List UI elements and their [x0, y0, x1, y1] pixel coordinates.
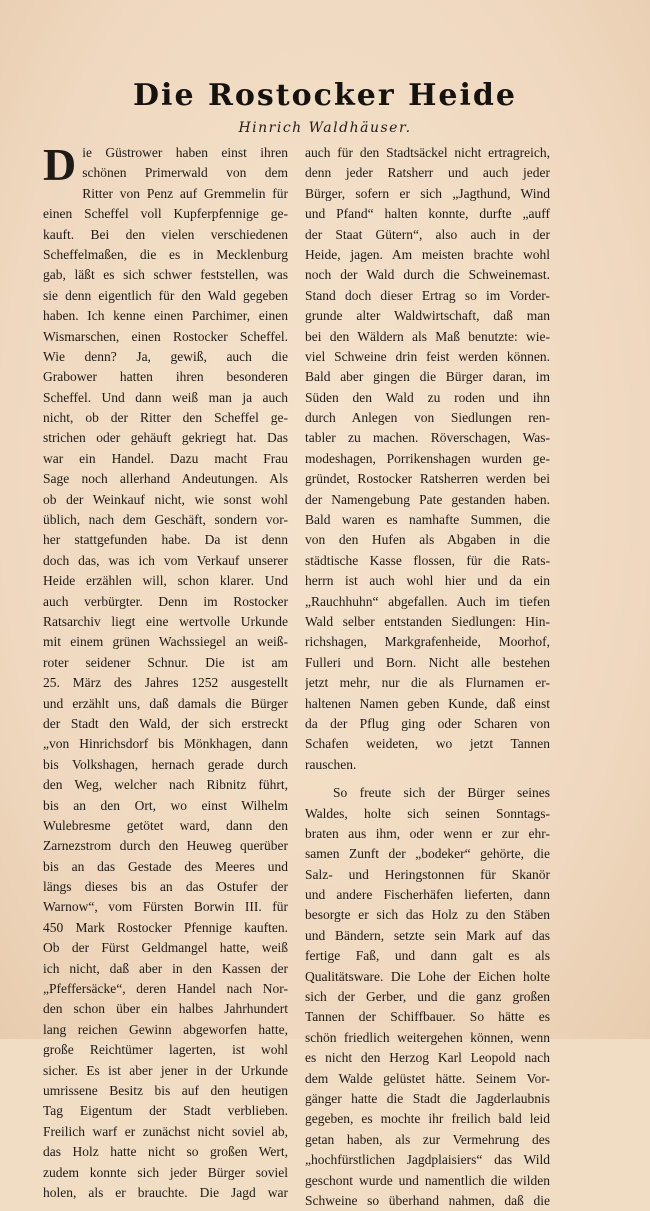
text-line: gänger hatte die Stadt die Jagderlaubnis [305, 1090, 550, 1106]
text-line: durch Anlegen von Siedlungen ren- [305, 410, 550, 426]
text-line: besorgte er sich das Holz zu den Stäben [305, 907, 550, 923]
text-line: Wie denn? Ja, gewiß, auch die [43, 348, 288, 364]
text-line: herrn ist auch wohl hier und da ein [305, 573, 550, 589]
text-line: bis Volkshagen, hernach gerade durch [43, 756, 288, 772]
text-line: Schafen weideten, wo jetzt Tannen [305, 736, 550, 752]
text-line: „Pfeffersäcke“, deren Handel nach Nor- [43, 981, 288, 997]
text-line: große Reichtümer lagerten, ist wohl [43, 1042, 288, 1058]
text-line: 25. März des Jahres 1252 ausgestellt [43, 675, 288, 691]
text-line: Wald selber entstanden Siedlungen: Hin- [305, 613, 550, 629]
text-line: städtische Kasse flossen, für die Rats- [305, 552, 550, 568]
text-line: holen, als er brauchte. Die Jagd war [43, 1184, 288, 1200]
text-line: umrissene Besitz bis auf den heutigen [43, 1082, 288, 1098]
text-line: sie denn eigentlich für den Wald gegeben [43, 287, 288, 303]
text-line: Warnow“, vom Fürsten Borwin III. für [43, 899, 288, 915]
text-line: auch für den Stadtsäckel nicht ertragreich, [305, 145, 550, 160]
paragraph-2 [305, 783, 550, 1211]
text-line: schönen Primerwald von dem [82, 165, 288, 181]
text-line: noch der Wald durch die Schweinemast. [305, 267, 550, 283]
text-line: der Staat Gütern“, also auch in der [305, 226, 550, 242]
text-line: das Holz hatte nicht so großen Wert, [43, 1144, 288, 1160]
text-line: war ein Handel. Dazu macht Frau [43, 450, 288, 466]
paragraph-1 [305, 143, 550, 775]
text-line: Ritter von Penz auf Gremmelin für [82, 185, 288, 201]
drop-cap: D [43, 139, 77, 190]
text-line: gab, läßt es sich schwer feststellen, was [43, 267, 288, 283]
text-line: her stattgefunden habe. Da ist denn [43, 532, 288, 548]
text-line: braten aus ihm, oder wenn er zur ehr- [305, 825, 550, 841]
text-line: Waldes, holte sich seinen Sonntags- [305, 805, 550, 821]
text-line: üblich, nach dem Geschäft, sondern vor- [43, 512, 288, 528]
text-line: ich nicht, daß aber in den Kassen der [43, 960, 288, 976]
text-line: da der Pflug ging oder Scharen von [305, 715, 550, 731]
text-line: und Pfand“ halten konnte, durfte „auff [305, 206, 550, 222]
text-line: modeshagen, Porrikenshagen wurden ge- [305, 450, 550, 466]
text-line: Grabower hatten ihren besonderen [43, 369, 288, 385]
text-line: denn jeder Ratsherr und auch jeder [305, 165, 550, 181]
text-line: geschont wurde und namentlich die wilden [305, 1172, 550, 1188]
text-line: Tannen der Schiffbauer. So hätte es [305, 1009, 550, 1025]
text-line: ie Güstrower haben einst ihren [82, 145, 288, 160]
text-line: richshagen, Markgrafenheide, Moorhof, [305, 634, 550, 650]
text-line: „hochfürstlichen Jagdplaisiers“ das Wild [305, 1152, 550, 1168]
text-line: ob der Weinkauf nicht, wie sonst wohl [43, 491, 288, 507]
text-line: Scheffel. Und dann weiß man ja auch [43, 389, 288, 405]
text-line: Süden den Wald zu roden und ihn [305, 389, 550, 405]
text-line: So freute sich der Bürger seines [333, 785, 550, 801]
text-line: roter seidener Schnur. Die ist am [43, 654, 288, 670]
text-line: fertige Faß, und dann galt es als [305, 948, 550, 964]
text-line: Stand doch dieser Ertrag so im Vorder- [305, 287, 550, 303]
text-line: der Stadt den Wald, der sich erstreckt [43, 715, 288, 731]
text-line: jetzt mehr, nur die als Flurnamen er- [305, 675, 550, 691]
text-line: gegeben, es mochte ihr freilich bald leid [305, 1111, 550, 1127]
text-line: einen Scheffel voll Kupferpfennige ge- [43, 206, 288, 222]
text-line: von den Hufen als Abgaben in die [305, 532, 550, 548]
text-line: „von Hinrichsdorf bis Mönkhagen, dann [43, 736, 288, 752]
text-line: bei den Wäldern als Maß benutzte: wie- [305, 328, 550, 344]
text-line: Sage noch allerhand Andeutungen. Als [43, 471, 288, 487]
text-line: dem Walde gelüstet hätte. Seinem Vor- [305, 1070, 550, 1086]
left-column-body [43, 184, 288, 1204]
text-line: kauft. Bei den vielen verschiedenen [43, 226, 288, 242]
text-line: Fulleri und Born. Nicht alle bestehen [305, 654, 550, 670]
text-line: den schon über ein halbes Jahrhundert [43, 1001, 288, 1017]
text-line: viel Schweine drin feist werden können. [305, 348, 550, 364]
text-line: rauschen. [305, 756, 357, 772]
right-column [305, 143, 550, 1211]
text-line: auch verbürgter. Denn im Rostocker [43, 593, 288, 609]
text-line: sich der Gerber, und die ganz großen [305, 989, 550, 1005]
article-author: Hinrich Waldhäuser. [238, 120, 412, 136]
text-line: Heide erzählen will, schon klarer. Und [43, 573, 288, 589]
text-line: zudem konnte sich jeder Bürger soviel [43, 1164, 288, 1180]
text-line: Scheffelmaßen, die es in Mecklenburg [43, 246, 288, 262]
text-line: lang reichen Gewinn abgeworfen hatte, [43, 1021, 288, 1037]
text-line: sicher. Es ist aber jener in der Urkunde [43, 1062, 288, 1078]
text-line: Freilich warf er zunächst nicht soviel ab, [43, 1123, 288, 1139]
text-line: Ob der Fürst Geldmangel hatte, weiß [43, 940, 288, 956]
paragraph-gap [305, 775, 550, 783]
text-line: und erzählt uns, daß damals die Bürger [43, 695, 288, 711]
text-line: Bürger, sofern er sich „Jagthund, Wind [305, 185, 550, 201]
text-line: Salz- und Heringstonnen für Skanör [305, 866, 550, 882]
text-line: „Rauchhuhn“ abgefallen. Auch im tiefen [305, 593, 550, 609]
text-line: Schweine so überhand nahmen, daß die [305, 1192, 550, 1208]
text-line: doch das, was ich vom Verkauf unserer [43, 552, 288, 568]
text-line: gründet, Rostocker Ratsherren werden bei [305, 471, 550, 487]
text-line: den Weg, welcher nach Ribnitz führt, [43, 777, 288, 793]
text-line: nicht, ob der Ritter den Scheffel ge- [43, 410, 288, 426]
article-title: Die Rostocker Heide [133, 78, 517, 113]
text-line: schön friedlich weitergehen können, wenn [305, 1029, 550, 1045]
text-line: grunde alter Waldwirtschaft, daß man [305, 308, 550, 324]
text-line: Heide, jagen. Am meisten brachte wohl [305, 246, 550, 262]
text-line: haben. Ich kenne einen Parchimer, einen [43, 308, 288, 324]
text-line: strichen oder gehäuft gekriegt hat. Das [43, 430, 288, 446]
text-line: 450 Mark Rostocker Pfennige kauften. [43, 919, 288, 935]
text-line: bis an das Gestade des Meeres und [43, 858, 288, 874]
text-line: Zarnezstrom durch den Heuweg querüber [43, 838, 288, 854]
text-line: Tag Eigentum der Stadt verblieben. [43, 1103, 288, 1119]
text-line: Wulebresme getötet ward, dann den [43, 817, 288, 833]
text-line: und andere Fischerhäfen lieferten, dann [305, 887, 550, 903]
text-line: getan haben, als zur Vermehrung des [305, 1131, 550, 1147]
text-line: Wismarschen, einen Rostocker Scheffel. [43, 328, 288, 344]
text-line: Ratsarchiv liegt eine wertvolle Urkunde [43, 613, 288, 629]
text-line: bis an den Ort, wo einst Wilhelm [43, 797, 288, 813]
text-line: längs dieses bis an das Ostufer der [43, 879, 288, 895]
left-column [43, 139, 288, 1203]
text-line: tabler zu machen. Röverschagen, Was- [305, 430, 550, 446]
text-line: der Namengebung Pate gestanden haben. [305, 491, 550, 507]
text-line: mit einem grünen Wachssiegel an weiß- [43, 634, 288, 650]
text-line: Qualitätsware. Die Lohe der Eichen holte [305, 968, 550, 984]
text-line: und Bändern, setzte sein Mark auf das [305, 927, 550, 943]
text-line: es nicht den Herzog Karl Leopold nach [305, 1050, 550, 1066]
text-line: haltenen Namen geben Kunde, daß einst [305, 695, 550, 711]
text-line: Bald aber gingen die Bürger daran, im [305, 369, 550, 385]
text-line: Bald waren es namhafte Summen, die [305, 512, 550, 528]
text-line: samen Zunft der „bodeker“ gehörte, die [305, 846, 550, 862]
